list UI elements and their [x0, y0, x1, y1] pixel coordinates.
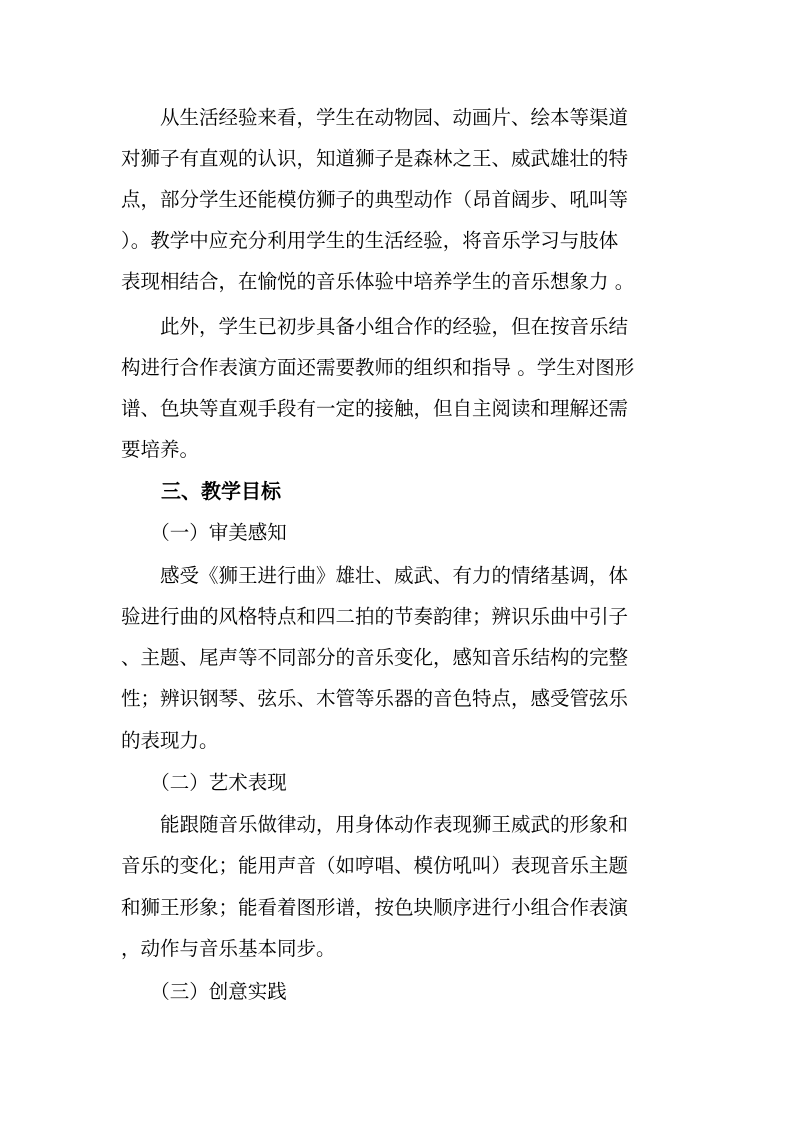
paragraph-line: 谱、色块等直观手段有一定的接触，但自主阅读和理解还需 — [121, 397, 629, 420]
paragraph-line: 性；辨识钢琴、弦乐、木管等乐器的音色特点，感受管弦乐 — [121, 687, 629, 710]
paragraph-line: 、主题、尾声等不同部分的音乐变化，感知音乐结构的完整 — [121, 646, 629, 669]
paragraph-line: ）。教学中应充分利用学生的生活经验，将音乐学习与肢体 — [121, 229, 619, 252]
paragraph-line: 要培养。 — [121, 438, 200, 461]
subsection-heading: （三）创意实践 — [121, 980, 287, 1003]
section-heading: 三、教学目标 — [121, 479, 281, 503]
subsection-heading: （二）艺术表现 — [121, 771, 287, 794]
paragraph-line: 的表现力。 — [121, 729, 219, 752]
paragraph-line: 表现相结合，在愉悦的音乐体验中培养学生的音乐想象力 。 — [121, 270, 635, 293]
subsection-heading: （一）审美感知 — [121, 521, 287, 544]
paragraph-line: 点，部分学生还能模仿狮子的典型动作（昂首阔步、吼叫等 — [121, 188, 629, 211]
paragraph-line: 能跟随音乐做律动，用身体动作表现狮王威武的形象和 — [121, 813, 629, 836]
paragraph-line: 验进行曲的风格特点和四二拍的节奏韵律；辨识乐曲中引子 — [121, 605, 629, 628]
paragraph-line: 从生活经验来看，学生在动物园、动画片、绘本等渠道 — [121, 106, 629, 129]
paragraph-line: ，动作与音乐基本同步。 — [121, 937, 336, 960]
paragraph-line: 和狮王形象；能看着图形谱，按色块顺序进行小组合作表演 — [121, 896, 629, 919]
paragraph-line: 此外，学生已初步具备小组合作的经验，但在按音乐结 — [121, 315, 629, 338]
paragraph-line: 构进行合作表演方面还需要教师的组织和指导 。学生对图形 — [121, 356, 635, 379]
paragraph-line: 感受《狮王进行曲》雄壮、威武、有力的情绪基调，体 — [121, 564, 629, 587]
paragraph-line: 音乐的变化；能用声音（如哼唱、模仿吼叫）表现音乐主题 — [121, 854, 629, 877]
paragraph-line: 对狮子有直观的认识，知道狮子是森林之王、威武雄壮的特 — [121, 147, 629, 170]
